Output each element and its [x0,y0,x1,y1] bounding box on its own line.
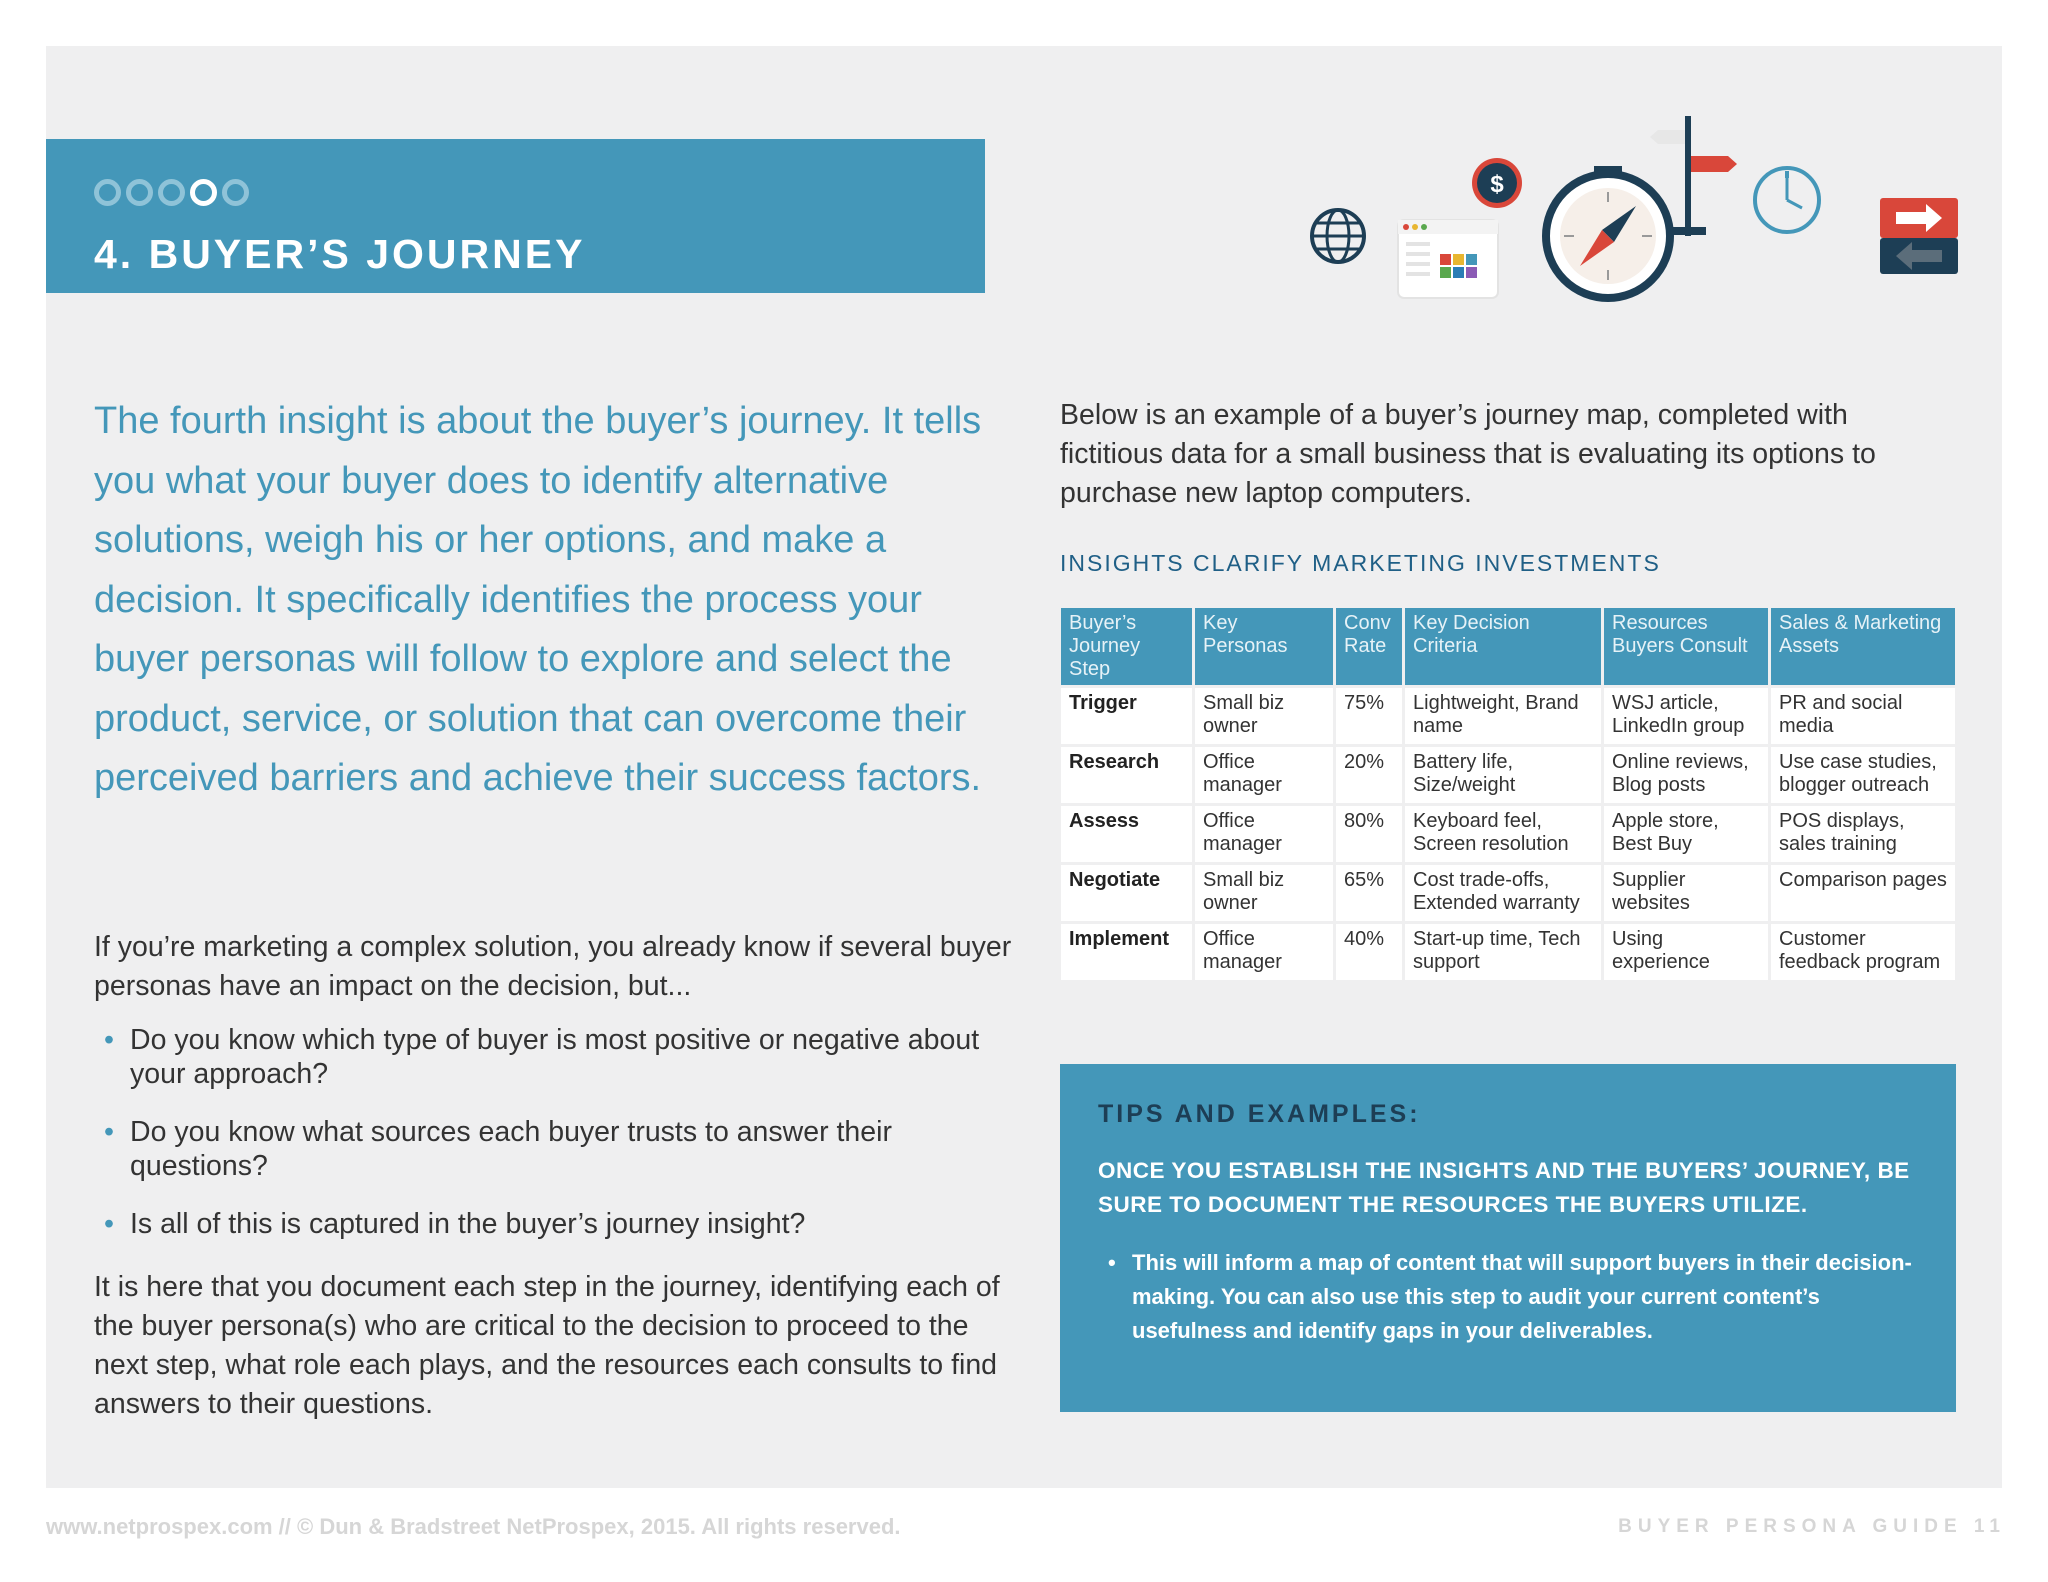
table-cell: Start-up time, Tech support [1405,924,1601,980]
table-cell: 65% [1336,865,1402,921]
progress-dots [94,179,249,206]
progress-dot-current [190,179,217,206]
lead-paragraph: If you’re marketing a complex solution, you already know if several buyer personas have an impact on the decision, but... [94,931,1012,1002]
table-cell: POS displays, sales training [1771,806,1955,862]
table-heading: INSIGHTS CLARIFY MARKETING INVESTMENTS [1060,550,1661,576]
section-header [46,139,985,293]
column-header: Key Personas [1195,608,1333,685]
tips-title: TIPS AND EXAMPLES: [1098,1100,1421,1128]
progress-dot [94,179,121,206]
column-header: Key Decision Criteria [1405,608,1601,685]
table-cell: Small biz owner [1195,865,1333,921]
table-cell: Research [1061,747,1192,803]
column-header: Buyer’s Journey Step [1061,608,1192,685]
tips-bullet: • This will inform a map of content that will support buyers in their decision-making. You can also use this step to audit your current content’s usefulness and identify gaps in your deliverables. [1108,1250,1912,1343]
list-item: • Do you know which type of buyer is most positive or negative about your approach? [104,1024,980,1090]
table-header-row [1061,608,1955,685]
table-cell: Negotiate [1061,865,1192,921]
column-header: Sales & Marketing Assets [1771,608,1955,685]
footer-guide-label: BUYER PERSONA GUIDE 11 [1618,1516,2006,1537]
question-list [104,1023,984,1265]
table-cell: Cost trade-offs, Extended warranty [1405,865,1601,921]
clock-icon [1755,168,1819,232]
intro-paragraph: The fourth insight is about the buyer’s journey. It tells you what your buyer does to identify alternative solutions, weigh his or her options, and make a decision. It specifically identifies the process your buyer personas will follow to explore and select the product, service, or solution that can overcome their perceived barriers and achieve their success factors. [94,400,982,799]
list-item: • Is all of this is captured in the buyer’s journey insight? [104,1208,806,1240]
table-cell: Office manager [1195,747,1333,803]
table-cell: Trigger [1061,688,1192,744]
table-row [1061,688,1955,744]
table-cell: Apple store, Best Buy [1604,806,1768,862]
table-cell: PR and social media [1771,688,1955,744]
tips-subtitle: ONCE YOU ESTABLISH THE INSIGHTS AND THE BUYERS’ JOURNEY, BE SURE TO DOCUMENT THE RESOURCES THE BUYERS UTILIZE. [1098,1158,1910,1217]
table-cell: Keyboard feel, Screen resolution [1405,806,1601,862]
svg-text:$: $ [1490,171,1504,198]
table-cell: Supplier websites [1604,865,1768,921]
column-header: Resources Buyers Consult [1604,608,1768,685]
progress-dot [222,179,249,206]
table-cell: Customer feedback program [1771,924,1955,980]
table-cell: 80% [1336,806,1402,862]
table-cell: Lightweight, Brand name [1405,688,1601,744]
table-cell: Assess [1061,806,1192,862]
table-cell: Comparison pages [1771,865,1955,921]
table-row [1061,865,1955,921]
column-header: Conv Rate [1336,608,1402,685]
journey-map-intro: Below is an example of a buyer’s journey map, completed with fictitious data for a small business that is evaluating its options to purchase new laptop computers. [1060,399,1876,509]
table-cell: Battery life, Size/weight [1405,747,1601,803]
closing-paragraph: It is here that you document each step in the journey, identifying each of the buyer persona(s) who are critical to the decision to proceed to the next step, what role each plays, and the resources each consults to find answers to their questions. [94,1271,1000,1420]
table-cell: Implement [1061,924,1192,980]
table-cell: Small biz owner [1195,688,1333,744]
table-cell: Use case studies, blogger outreach [1771,747,1955,803]
arrows-sign-icon [1880,198,1958,274]
globe-icon [1312,210,1364,262]
section-title: 4. BUYER’S JOURNEY [94,231,586,277]
table-cell: Office manager [1195,806,1333,862]
table-row [1061,924,1955,980]
table-cell: 75% [1336,688,1402,744]
compass-icon [1546,166,1670,298]
table-row [1061,806,1955,862]
table-cell: 40% [1336,924,1402,980]
table-cell: 20% [1336,747,1402,803]
progress-dot [126,179,153,206]
table-cell: Online reviews, Blog posts [1604,747,1768,803]
tips-box [1060,1064,1956,1412]
progress-dot [158,179,185,206]
list-item: • Do you know what sources each buyer trusts to answer their questions? [104,1116,892,1182]
table-cell: WSJ article, LinkedIn group [1604,688,1768,744]
dollar-badge-icon [1472,158,1522,208]
hero-illustration [1300,110,1980,310]
table-row [1061,747,1955,803]
table-cell: Using experience [1604,924,1768,980]
footer-copyright: www.netprospex.com // © Dun & Bradstreet NetProspex, 2015. All rights reserved. [46,1514,901,1539]
table-cell: Office manager [1195,924,1333,980]
journey-map-table [1058,605,1958,983]
browser-window-icon [1398,220,1498,298]
